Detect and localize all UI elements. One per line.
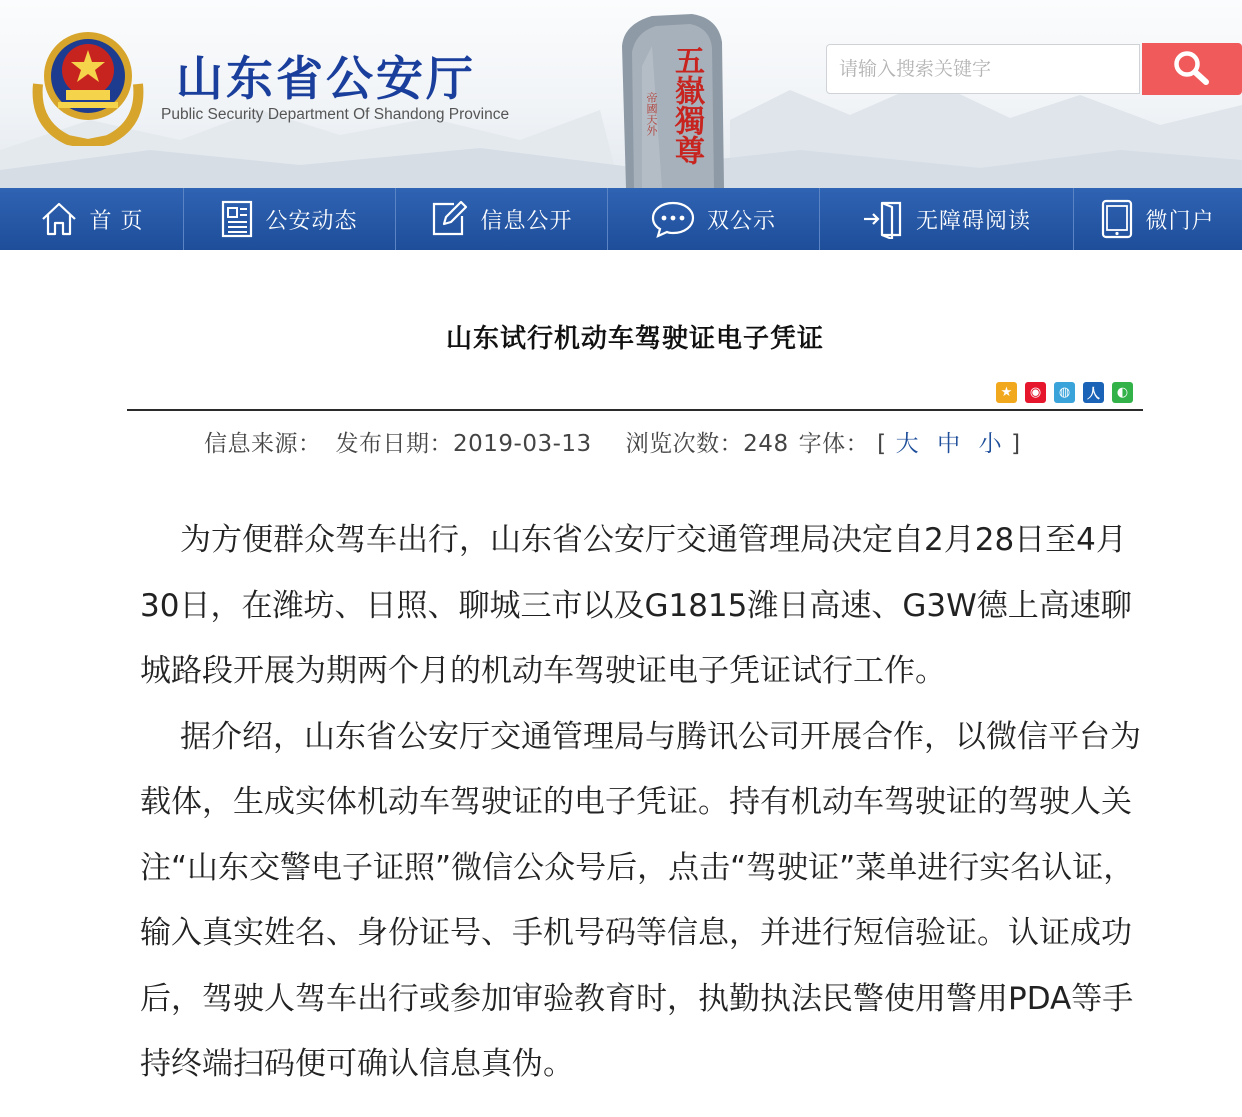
nav-label-micro-portal: 微门户 — [1145, 208, 1215, 234]
article-paragraph: 据介绍，山东省公安厅交通管理局与腾讯公司开展合作，以微信平台为载体，生成实体机动车驾驶证的电子凭证。持有机动车驾驶证的驾驶人关注“山东交警电子证照”微信公众号后，点击“驾驶证”菜单进行实名认证，输入真实姓名、身份证号、手机号码等信息，并进行短信验证。认证成功后，驾驶人驾车出行或参加审验教育时，执勤执法民警使用警用PDA等手持终端扫码便可确认信息真伪。 — [140, 718, 1141, 1082]
site-title: 山东省公安厅 — [176, 52, 476, 107]
renren-share-icon[interactable]: 人 — [1083, 382, 1104, 403]
font-size-bracket-open: [ — [877, 431, 887, 457]
home-icon — [40, 201, 78, 237]
main-nav — [0, 188, 1242, 250]
qzone-share-icon[interactable]: ★ — [996, 382, 1017, 403]
stone-inscription: 五嶽獨尊 — [669, 45, 704, 165]
nav-label-info-disclosure: 信息公开 — [480, 208, 573, 234]
article-body — [140, 508, 1150, 1098]
tencent-weibo-share-icon[interactable]: ◍ — [1054, 382, 1075, 403]
font-size-small-link[interactable]: 小 — [978, 431, 1003, 457]
nav-item-info-disclosure[interactable] — [396, 188, 608, 250]
publish-date: 2019-03-13 — [453, 431, 592, 457]
site-subtitle: Public Security Department Of Shandong Province — [161, 106, 510, 123]
font-size-bracket-close: ] — [1011, 431, 1021, 457]
nav-label-accessible-reading: 无障碍阅读 — [915, 208, 1031, 234]
news-list-icon — [221, 200, 253, 238]
accessibility-icon — [862, 199, 904, 239]
search-icon — [1170, 49, 1214, 89]
edit-icon — [430, 200, 468, 238]
font-size-large-link[interactable]: 大 — [895, 431, 920, 457]
date-label: 发布日期： — [335, 431, 453, 457]
view-count: 248 — [743, 431, 789, 457]
views-label: 浏览次数： — [625, 431, 744, 457]
tablet-icon — [1101, 199, 1133, 239]
nav-item-double-publicity[interactable] — [608, 188, 820, 250]
nav-item-accessible-reading[interactable] — [820, 188, 1074, 250]
font-size-label: 字体： — [798, 431, 870, 457]
source-label: 信息来源： — [204, 431, 322, 457]
article-paragraph: 为方便群众驾车出行，山东省公安厅交通管理局决定自2月28日至4月30日，在潍坊、日照、聊城三市以及G1815潍日高速、G3W德上高速聊城路段开展为期两个月的机动车驾驶证电子凭证试行工作。 — [140, 522, 1132, 689]
font-size-medium-link[interactable]: 中 — [937, 431, 961, 457]
article-meta — [204, 425, 1021, 458]
weibo-share-icon[interactable]: ◉ — [1025, 382, 1046, 403]
title-divider — [127, 409, 1143, 411]
nav-item-news[interactable] — [184, 188, 396, 250]
police-emblem-logo — [28, 24, 148, 146]
chat-bubble-icon — [651, 200, 695, 238]
stone-small-inscription: 帝國天外 — [645, 92, 658, 136]
nav-label-news: 公安动态 — [265, 208, 358, 234]
wechat-share-icon[interactable]: ◐ — [1112, 382, 1133, 403]
nav-label-home: 首 页 — [89, 208, 144, 234]
share-bar — [996, 382, 1133, 403]
nav-item-micro-portal[interactable] — [1074, 188, 1242, 250]
article-title: 山东试行机动车驾驶证电子凭证 — [445, 324, 824, 354]
search-button[interactable] — [1142, 43, 1242, 95]
search-input[interactable] — [826, 44, 1140, 94]
nav-item-home[interactable] — [0, 188, 184, 250]
site-header — [0, 0, 1242, 188]
nav-label-double-publicity: 双公示 — [706, 208, 776, 234]
